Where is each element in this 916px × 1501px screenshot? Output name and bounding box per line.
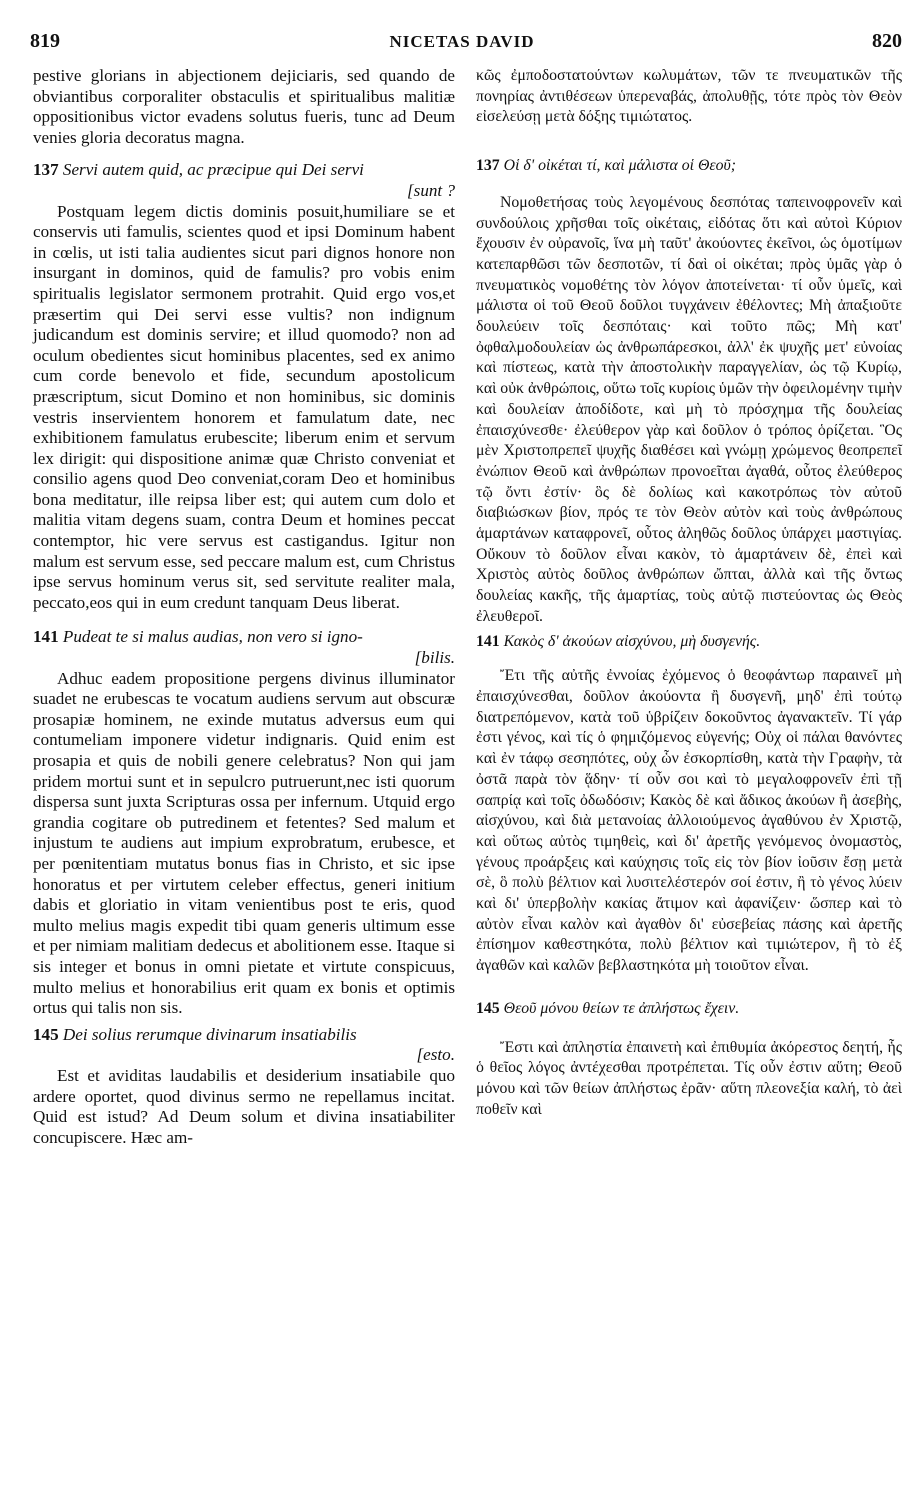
section-heading-continuation: [bilis. (414, 648, 455, 668)
latin-heading-141 (33, 627, 455, 668)
section-heading-text: Servi autem quid, ac præcipue qui Dei servi (62, 160, 364, 180)
section-number: 137 (33, 160, 59, 180)
section-number: 141 (476, 632, 500, 650)
section-heading-text: Κακὸς δ' ἀκούων αἰσχύνου, μὴ δυσγενής. (503, 632, 761, 650)
greek-intro-paragraph: κῶς ἐμποδοστατούντων κωλυμάτων, τῶν τε πνευματικῶν τῆς πονηρίας ἀντιθέσεων ὑπερεναβάς, ἀπολυθῇς, τότε πρὸς τὸν Θεὸν εἰσελεύσῃ μετὰ δόξης τιμιώτατος. (476, 67, 902, 126)
section-number: 137 (476, 157, 500, 175)
right-page-number: 820 (872, 30, 902, 52)
greek-paragraph-145: Ἔστι καὶ ἀπληστία ἐπαινετὴ καὶ ἐπιθυμία ἀκόρεστος δεητή, ἧς ὁ θεῖος λόγος ἀντέχεσθαι προτρέπεται. Τίς οὖν ἐστιν αὕτη; Θεοῦ μόνου καὶ τῶν θείων ἀπλήστως ἐρᾶν· αὕτη πλεονεξία καλή, τὸ ἀεὶ ποθεῖν καὶ (476, 1038, 902, 1118)
section-heading-continuation: [sunt ? (407, 180, 455, 200)
greek-paragraph-141: Ἔτι τῆς αὐτῆς ἐννοίας ἐχόμενος ὁ θεοφάντωρ παραινεῖ μὴ ἐπαισχύνεσθαι, δοῦλον ἀκούοντα ἢ δυσγενῆ, μηδ' ἐπὶ τούτῳ διατρεπόμενον, κατὰ τοῦ ὑβρίζειν δοκοῦντος ἀγανακτεῖν. Τί γάρ ἐστι γένος, καὶ τίς ὁ φημιζόμενος εὐγενής; Οὐχ οἱ πάλαι θανόντες καὶ ἐν τάφῳ σεσηπότες, οὐχ ὧν ἐσκορπίσθη, κατὰ τὴν Γραφὴν, τὰ ὀστᾶ παρὰ τὸν ᾅδην· τί οὖν σοι καὶ τὸ μεγαλοφρονεῖν ἐπὶ τῇ σαπρίᾳ καὶ τοῖς ὀδωδόσιν; Κακὸς δὲ καὶ ἄδικος ἀκούων ἢ ἀσεβὴς, αἰσχύνου, καὶ διὰ μετανοίας ἀλλοιούμενος ἀγαθύνου ἐν Χριστῷ, καὶ οὕτως αὐτὸς τιμηθεὶς, καὶ δι' ἀρετῆς γενόμενος ὀνομαστὸς, γένους προάρξεις καὶ καύχησις τοῖς εἰς τὸν βίον ἰοῦσιν ἔσῃ μετὰ σὲ, ὃ πολὺ βέλτιον καὶ λυσιτελέστερόν σοί ἐστιν, ἢ τὸ γένος λύειν καὶ δι' ὑπερβολὴν κακίας ἄτιμον καὶ ἀφανίζειν· ὥσπερ καὶ τὸ αὐτὸν εἶναι καλὸν καὶ ἀγαθὸν δι' εὐσεβείας πάσης καὶ ἀρετῆς ἐπίσημον καθεστηκότα, πολὺ βέλτιον καὶ τιμιώτερον, ἢ τὸ ἐξ ἀγαθῶν καὶ καλῶν βεβλαστηκότα μὴ τοιοῦτον εἶναι. (476, 667, 902, 975)
latin-paragraph-137: Postquam legem dictis dominis posuit,humiliare se et conservis uti famulis, scientes quod et ipsi Dominum habent in cœlis, ut isti talia audientes sicut pari dignos honore non insurgant in dominos, quid de famulis? pro vobis enim spiritualis legislator sermonem protrahit. Quid ergo vos,et præsertim qui Dei servi esse vultis? non indignum judicandum est dominis servire; et illud quomodo? non ad oculum obedientes sicut hominibus placentes, sed ex animo cum corde benevolo et fide, secundum apostolicum præscriptum, sicut Domino et non hominibus, sic dominis vestris inservientem honorem et famulatum date, nec exhibitionem famulatus erubescite; liberum enim et servum lex dirigit: qui dispositione animæ quæ Christo conveniat et consilio agens quod Deo conveniat,coram Deo et hominibus bona meditatur, ille reipsa liber est; qui autem cum dolo et malitia vitam degens suam, contra Deum et homines peccat contemptor, hic vere servus est castigandus. Igitur non malum est servum esse, sed peccare malum est, cum Christus ipse servus hominum verus sit, sed servitute realiter mala, peccato,eos qui in eum credunt tanquam Deus liberat. (33, 201, 455, 612)
left-page-number: 819 (30, 30, 60, 52)
section-heading-continuation: [esto. (416, 1045, 455, 1065)
section-number: 141 (33, 627, 59, 647)
greek-heading-137 (476, 156, 902, 177)
greek-heading-145 (476, 999, 902, 1020)
section-number: 145 (476, 999, 500, 1017)
greek-heading-141 (476, 632, 902, 653)
latin-paragraph-141: Adhuc eadem propositione pergens divinus illuminator suadet ne erubescas te vocatum audiens servum aut obscuræ prosapiæ hominem, ne exinde mutatus adversus eum qui contumeliam imponere videtur indignaris. Quid enim est prosapia et quis de nobili genere celebratus? Non qui jam pridem mortui sunt et in sepulcro putruerunt,nec isti quorum dispersa sunt juxta Scripturas ossa per infernum. Utquid ergo grandia cogitare ob putredinem et fetentes? Sed malum et injustum te audiens aut impium exprobratum, erubesce, et per pœnitentiam mutatus bonus fias in Christo, et sic ipse honoratus et per virtutem celeber effectus, generi initium dabis et gloriatio in vitam venientibus post te eris, quod multo melius magis expedit tibi quam generis ultimum esse et per nimiam malitiam dedecus et abolitionem esse. Itaque si sis integer et bonus in omni pietate et virtute conspicuus, multo melius et honorabilius erit quam ex bonis et optimis ortus qui talis non sis. (33, 668, 455, 1018)
greek-column (476, 66, 902, 1120)
latin-paragraph-145: Est et aviditas laudabilis et desiderium insatiabile quo ardere oportet, quod divinus sermo ne repellamus incitat. Quid est istud? Ad Deum solum et divina insatiabiliter concupiscere. Hæc am- (33, 1065, 455, 1147)
section-number: 145 (33, 1024, 59, 1044)
latin-column (33, 66, 455, 1148)
page-header (22, 30, 902, 60)
section-heading-text: Θεοῦ μόνου θείων τε ἀπλήστως ἔχειν. (503, 999, 740, 1017)
greek-paragraph-137: Νομοθετήσας τοὺς λεγομένους δεσπότας ταπεινοφρονεῖν καὶ συνδούλοις χρῆσθαι τοῖς οἰκέταις, εἰδότας ὅτι καὶ αὐτοὶ Κύριον ἔχουσιν ἐν οὐρανοῖς, ἵνα μὴ ταῦτ' ἀκούοντες ἐκεῖνοι, ὡς ὁμοτίμων κατεπαρθῶσι τῶν δεσποτῶν, τί δαὶ οἱ οἰκέται; πρὸς ὑμᾶς γὰρ ὁ πνευματικὸς νομοθέτης τὸν λόγον ἀποτείνεται· τί οὖν ὑμεῖς, καὶ μάλιστα οἱ τοῦ Θεοῦ δοῦλοι τυγχάνειν ἐθέλοντες; Μὴ ἀπαξιοῦτε δουλεύειν τοῖς δεσπόταις· καὶ τοῦτο πῶς; Μὴ κατ' ὀφθαλμοδουλείαν ὡς ἀνθρωπάρεσκοι, ἀλλ' ἐκ ψυχῆς μετ' εὐνοίας καὶ πίστεως, κατὰ τὴν ἀποστολικὴν παραγγελίαν, ὡς τῷ Κυρίῳ, καὶ οὐκ ἀνθρώποις, οὕτω τοῖς κυρίοις ὑμῶν τὴν ὀφειλομένην τιμὴν καὶ δουλείαν ἀποδίδοτε, καὶ μὴ τὸ πρόσχημα τῆς δουλείας ἐπαισχύνεσθε· ἐλεύθερον γὰρ καὶ δοῦλον ὁ τρόπος ὁρίζεται. Ὃς μὲν Χριστοπρεπεῖ ψυχῆς διαθέσει καὶ γνώμῃ χρώμενος θεοπρεπεῖ ἐνώπιον Θεοῦ καὶ ἀνθρώπων προνοεῖται ἀγαθά, οὗτος ἐλεύθερος τῷ ὄντι ἐστίν· ὃς δὲ δολίως καὶ κακοτρόπως τὸν αὐτοῦ διαβιώσκων βίον, πρός τε τὸν Θεὸν αὐτὸν καὶ τοὺς ἀνθρώπους ἁμαρτάνων καταφρονεῖ, οὗτος ἀληθῶς δοῦλος ὑπάρχει μαστιγίας. Οὔκουν τὸ δοῦλον εἶναι κακὸν, τὸ ἁμαρτάνειν δὲ, ἐπεὶ καὶ Χριστὸς αὐτὸς δοῦλος ἀνθρώπων ὤπται, ἀλλὰ καὶ τῆς ὄντως δουλείας κακῆς, τῆς ἁμαρτίας, τοὺς αὐτῷ πιστεύοντας ὡς Θεὸς ἐλευθεροῖ. (476, 193, 902, 625)
running-title: NICETAS DAVID (389, 32, 535, 51)
section-heading-text: Οἱ δ' οἰκέται τί, καὶ μάλιστα οἱ Θεοῦ; (503, 157, 737, 175)
latin-heading-145 (33, 1025, 455, 1066)
section-heading-text: Pudeat te si malus audias, non vero si igno- (62, 627, 363, 647)
section-heading-text: Dei solius rerumque divinarum insatiabilis (62, 1024, 357, 1044)
latin-heading-137 (33, 160, 455, 201)
latin-intro-paragraph: pestive glorians in abjectionem dejiciaris, sed quando de obviantibus corporaliter obstaculis et spiritualibus malitiæ oppositionibus victor evadens solutus fueris, tunc ad Deum venies gloria decoratus magna. (33, 66, 455, 147)
